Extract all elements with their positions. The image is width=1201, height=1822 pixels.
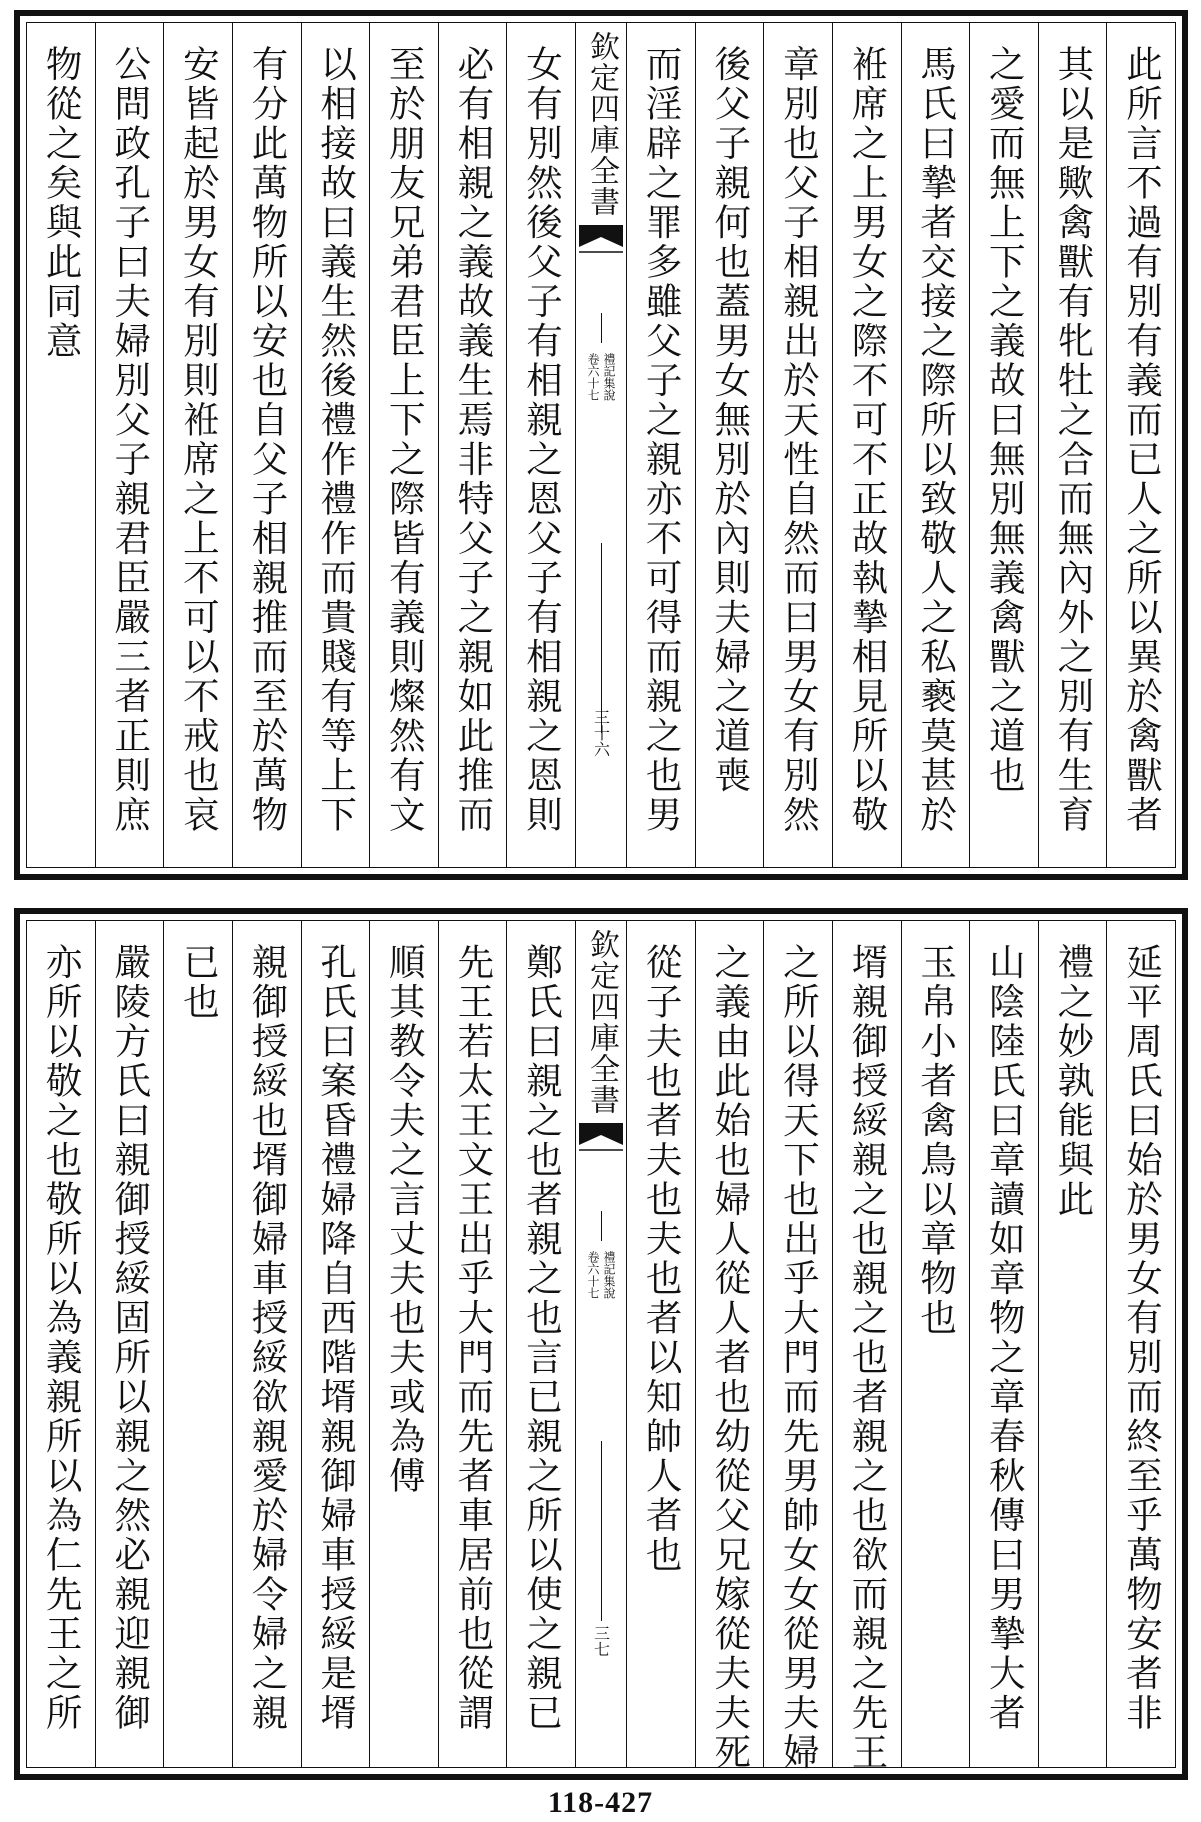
column-text: 物從之矣與此同意: [40, 45, 84, 361]
text-column: [506, 23, 575, 867]
column-text: 馬氏曰摯者交接之際所以致敬人之私褻莫甚於: [914, 45, 958, 835]
fold-book-title: 禮記集說: [602, 1251, 616, 1299]
column-text: 順其教令夫之言丈夫也夫或為傅: [383, 943, 427, 1496]
fold-line: [601, 1441, 602, 1621]
text-column: [369, 921, 438, 1767]
column-text: 其以是歟禽獸有牝牡之合而無內外之別有生育: [1051, 45, 1095, 835]
fold-line: [601, 313, 602, 343]
fold-title: 欽定四庫全書: [584, 31, 619, 217]
text-column: [901, 921, 970, 1767]
folio-number: 三十六: [591, 709, 611, 757]
column-text: 安皆起於男女有別則袵席之上不可以不戒也哀: [177, 45, 221, 835]
column-text: 孔氏曰案昏禮婦降自西階壻親御婦車授綏是壻: [314, 943, 358, 1733]
folio-number: 三七: [591, 1625, 611, 1657]
column-text: 章別也父子相親出於天性自然而曰男女有別然: [777, 45, 821, 835]
column-text: 玉帛小者禽鳥以章物也: [914, 943, 958, 1338]
text-column: [1038, 23, 1107, 867]
column-text: 後父子親何也蓋男女無別於內則夫婦之道喪: [708, 45, 752, 796]
fold-line: [601, 543, 602, 733]
text-column: [626, 921, 695, 1767]
column-text: 禮之妙孰能與此: [1051, 943, 1095, 1220]
column-text: 之義由此始也婦人從人者也幼從父兄嫁從夫夫死: [708, 943, 752, 1773]
text-column: [438, 921, 507, 1767]
column-text: 此所言不過有別有義而已人之所以異於禽獸者: [1120, 45, 1164, 835]
text-column: [969, 23, 1038, 867]
column-text: 先王若太王文王出乎大門而先者車居前也從謂: [451, 943, 495, 1733]
column-text: 之所以得天下也出乎大門而先男帥女女從男夫婦: [777, 943, 821, 1773]
bottom-text-frame: [26, 920, 1176, 1773]
text-column: [301, 23, 370, 867]
fold-line: [601, 1211, 602, 1241]
column-text: 已也: [177, 943, 221, 1022]
fishtail-ornament-icon: [579, 1123, 623, 1153]
bottom-page-panel: [14, 908, 1188, 1780]
text-column: [163, 23, 232, 867]
text-column: [695, 921, 764, 1773]
column-text: 山陰陸氏曰章讀如章物之章春秋傳曰男摯大者: [983, 943, 1027, 1733]
text-column: [232, 921, 301, 1767]
text-column: [969, 921, 1038, 1767]
column-text: 壻親御授綏親之也親之也者親之也欲而親之先王: [845, 943, 889, 1773]
text-column: [27, 921, 95, 1767]
column-text: 公問政孔子曰夫婦別父子親君臣嚴三者正則庶: [108, 45, 152, 835]
column-text: 必有相親之義故義生焉非特父子之親如此推而: [451, 45, 495, 835]
fold-title: 欽定四庫全書: [584, 929, 619, 1115]
column-text: 親御授綏也壻御婦車授綏欲親愛於婦令婦之親: [245, 943, 289, 1733]
center-fold: [575, 23, 626, 867]
fold-subtitle: [576, 353, 626, 401]
text-column: [95, 921, 164, 1767]
text-column: [626, 23, 695, 867]
fold-juan: 卷六十七: [586, 1251, 600, 1299]
text-column: [27, 23, 95, 867]
column-text: 袵席之上男女之際不可不正故執摯相見所以敬: [845, 45, 889, 835]
text-column: [95, 23, 164, 867]
fold-juan: 卷六十七: [586, 353, 600, 401]
text-column: [1106, 23, 1175, 867]
column-text: 延平周氏曰始於男女有別而終至乎萬物安者非: [1120, 943, 1164, 1733]
top-page-panel: [14, 10, 1188, 880]
text-column: [832, 921, 901, 1773]
text-column: [763, 921, 832, 1773]
fishtail-ornament-icon: [579, 225, 623, 255]
column-text: 有分此萬物所以安也自父子相親推而至於萬物: [245, 45, 289, 835]
column-text: 至於朋友兄弟君臣上下之際皆有義則燦然有文: [383, 45, 427, 835]
top-text-frame: [26, 22, 1176, 868]
text-column: [1106, 921, 1175, 1767]
column-text: 從子夫也者夫也夫也者以知帥人者也: [640, 943, 684, 1575]
text-column: [695, 23, 764, 867]
column-text: 之愛而無上下之義故曰無別無義禽獸之道也: [983, 45, 1027, 796]
text-column: [232, 23, 301, 867]
center-fold: [575, 921, 626, 1767]
column-text: 女有別然後父子有相親之恩父子有相親之恩則: [520, 45, 564, 835]
text-column: [506, 921, 575, 1767]
column-text: 而淫辟之罪多雖父子之親亦不可得而親之也男: [640, 45, 684, 835]
column-text: 鄭氏曰親之也者親之也言已親之所以使之親已: [520, 943, 564, 1733]
text-column: [369, 23, 438, 867]
text-column: [301, 921, 370, 1767]
page-number: 118-427: [547, 1786, 654, 1819]
fold-subtitle: [576, 1251, 626, 1299]
column-text: 亦所以敬之也敬所以為義親所以為仁先王之所: [40, 943, 84, 1733]
text-column: [901, 23, 970, 867]
fold-book-title: 禮記集說: [602, 353, 616, 401]
text-column: [832, 23, 901, 867]
text-column: [1038, 921, 1107, 1767]
column-text: 以相接故曰義生然後禮作禮作而貴賤有等上下: [314, 45, 358, 835]
text-column: [163, 921, 232, 1767]
column-text: 嚴陵方氏曰親御授綏固所以親之然必親迎親御: [108, 943, 152, 1733]
text-column: [763, 23, 832, 867]
text-column: [438, 23, 507, 867]
